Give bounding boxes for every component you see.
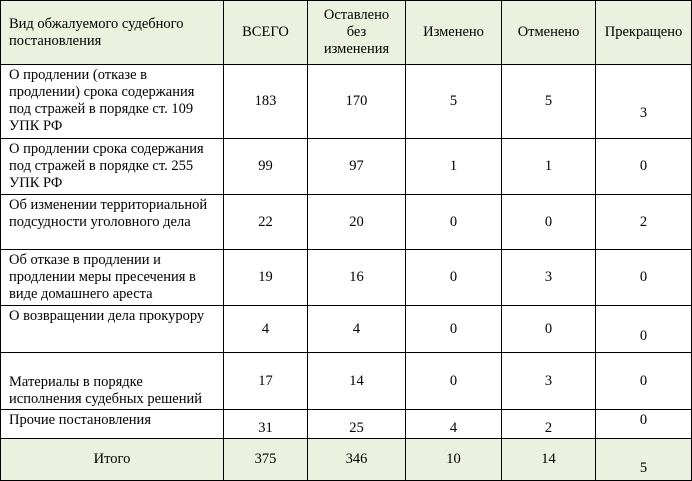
table-row bbox=[1, 65, 692, 139]
cell-terminated: 0 bbox=[596, 139, 692, 195]
cell-total: 19 bbox=[224, 250, 308, 306]
table-header-row bbox=[1, 1, 692, 65]
cell-changed: 0 bbox=[406, 306, 502, 353]
cell-total: 17 bbox=[224, 353, 308, 410]
row-label: О продлении (отказе в продлении) срока содержания под стражей в порядке ст. 109 УПК РФ bbox=[1, 65, 224, 139]
cell-changed: 4 bbox=[406, 410, 502, 439]
table-row bbox=[1, 250, 692, 306]
cell-changed: 1 bbox=[406, 139, 502, 195]
total-unchanged: 346 bbox=[308, 439, 406, 481]
cell-cancelled: 0 bbox=[502, 306, 596, 353]
cell-unchanged: 14 bbox=[308, 353, 406, 410]
cell-unchanged: 16 bbox=[308, 250, 406, 306]
row-label: Об отказе в продлении и продлении меры пресечения в виде домашнего ареста bbox=[1, 250, 224, 306]
cell-changed: 0 bbox=[406, 195, 502, 250]
header-changed: Изменено bbox=[406, 1, 502, 65]
header-cancelled: Отменено bbox=[502, 1, 596, 65]
cell-changed: 5 bbox=[406, 65, 502, 139]
total-label: Итого bbox=[1, 439, 224, 481]
table-row bbox=[1, 139, 692, 195]
cell-unchanged: 170 bbox=[308, 65, 406, 139]
total-terminated: 5 bbox=[596, 439, 692, 481]
cell-total: 22 bbox=[224, 195, 308, 250]
header-terminated: Прекращено bbox=[596, 1, 692, 65]
cell-total: 4 bbox=[224, 306, 308, 353]
cell-unchanged: 25 bbox=[308, 410, 406, 439]
cell-terminated: 0 bbox=[596, 410, 692, 439]
cell-cancelled: 0 bbox=[502, 195, 596, 250]
cell-cancelled: 3 bbox=[502, 250, 596, 306]
table-total-row bbox=[1, 439, 692, 481]
cell-cancelled: 2 bbox=[502, 410, 596, 439]
table-row bbox=[1, 410, 692, 439]
row-label: О возвращении дела прокурору bbox=[1, 306, 224, 353]
row-label: О продлении срока содержания под стражей в порядке ст. 255 УПК РФ bbox=[1, 139, 224, 195]
row-label: Об изменении территориальной подсудности уголовного дела bbox=[1, 195, 224, 250]
cell-terminated: 0 bbox=[596, 353, 692, 410]
header-type: Вид обжалуемого судебного постановления bbox=[1, 1, 224, 65]
cell-changed: 0 bbox=[406, 250, 502, 306]
table-row bbox=[1, 353, 692, 410]
cell-cancelled: 1 bbox=[502, 139, 596, 195]
cell-terminated: 2 bbox=[596, 195, 692, 250]
cell-total: 99 bbox=[224, 139, 308, 195]
table-row bbox=[1, 195, 692, 250]
total-cancelled: 14 bbox=[502, 439, 596, 481]
cell-unchanged: 97 bbox=[308, 139, 406, 195]
table-row bbox=[1, 306, 692, 353]
cell-terminated: 0 bbox=[596, 306, 692, 353]
cell-cancelled: 3 bbox=[502, 353, 596, 410]
header-total: ВСЕГО bbox=[224, 1, 308, 65]
cell-terminated: 3 bbox=[596, 65, 692, 139]
cell-unchanged: 20 bbox=[308, 195, 406, 250]
total-changed: 10 bbox=[406, 439, 502, 481]
header-unchanged: Оставлено без изменения bbox=[308, 1, 406, 65]
cell-cancelled: 5 bbox=[502, 65, 596, 139]
row-label: Материалы в порядке исполнения судебных решений bbox=[1, 353, 224, 410]
cell-total: 31 bbox=[224, 410, 308, 439]
total-all: 375 bbox=[224, 439, 308, 481]
cell-terminated: 0 bbox=[596, 250, 692, 306]
row-label: Прочие постановления bbox=[1, 410, 224, 439]
cell-total: 183 bbox=[224, 65, 308, 139]
cell-unchanged: 4 bbox=[308, 306, 406, 353]
cell-changed: 0 bbox=[406, 353, 502, 410]
